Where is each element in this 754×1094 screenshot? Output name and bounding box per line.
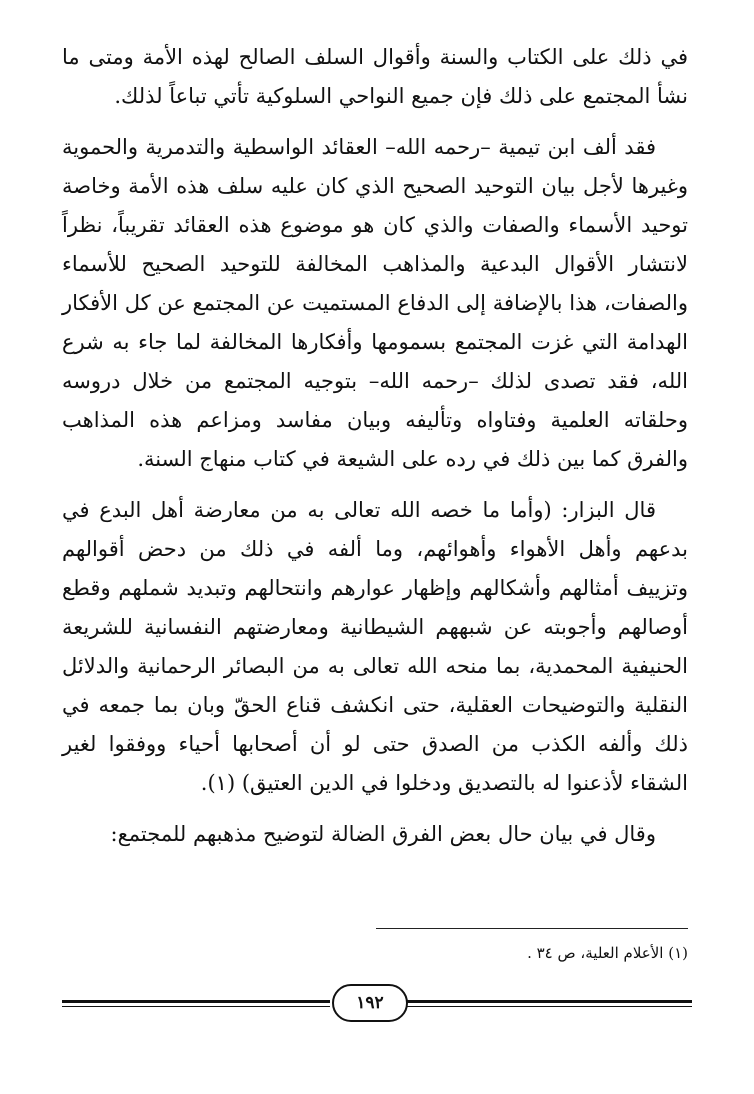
paragraph-3: قال البزار: (وأما ما خصه الله تعالى به من معارضة أهل البدع في بدعهم وأهل الأهواء وأهوائهم، وما ألفه في ذلك من دحض أقوالهم وتزييف أمثالهم وأشكالهم وإظهار عوارهم وانتحالهم وتبديد شملهم وقطع أوصالهم وأجوبته عن شبههم الشيطانية ومعارضتهم النفسانية للشريعة الحنيفية المحمدية، بما منحه الله تعالى به من البصائر الرحمانية والدلائل النقلية والتوضيحات العقلية، حتى انكشف قناع الحقّ وبان بما جمعه في ذلك وألفه الكذب من الصدق حتى لو أن أصحابها أحياء ووفقوا لغير الشقاء لأذعنوا له بالتصديق ودخلوا في الدين العتيق) (١). xyxy=(62,498,688,795)
footer-rule-right xyxy=(404,1000,692,1003)
footer-rule-right-thin xyxy=(404,1006,692,1007)
footer-rule-left xyxy=(62,1000,330,1003)
paragraph-4: وقال في بيان حال بعض الفرق الضالة لتوضيح مذهبهم للمجتمع: xyxy=(110,822,656,846)
footnote-divider xyxy=(376,928,688,929)
paragraph-2: فقد ألف ابن تيمية –رحمه الله– العقائد الواسطية والتدمرية والحموية وغيرها لأجل بيان التوحيد الصحيح الذي كان عليه سلف هذه الأمة وخاصة توحيد الأسماء والصفات والذي كان هو موضوع هذه العقائد تقريباً، نظراً لانتشار الأقوال البدعية والمذاهب المخالفة للتوحيد الصحيح للأسماء والصفات، هذا بالإضافة إلى الدفاع المستميت عن المجتمع عن كل الأفكار الهدامة التي غزت المجتمع بسمومها وأفكارها المخالفة لما جاء به شرع الله، فقد تصدى لذلك –رحمه الله– بتوجيه المجتمع من خلال دروسه وحلقاته العلمية وفتاواه وتأليفه وبيان مفاسد ومزاعم هذه المذاهب والفرق كما بين ذلك في رده على الشيعة في كتاب منهاج السنة. xyxy=(62,135,688,471)
paragraph-1: في ذلك على الكتاب والسنة وأقوال السلف الصالح لهذه الأمة ومتى ما نشأ المجتمع على ذلك فإن جميع النواحي السلوكية تأتي تباعاً لذلك. xyxy=(62,45,688,108)
page-number: ١٩٢ xyxy=(332,984,408,1022)
page-footer xyxy=(62,982,692,1022)
page-body xyxy=(62,38,688,854)
footnote: (١) الأعلام العلية، ص ٣٤ . xyxy=(527,944,688,962)
footer-rule-left-thin xyxy=(62,1006,330,1007)
